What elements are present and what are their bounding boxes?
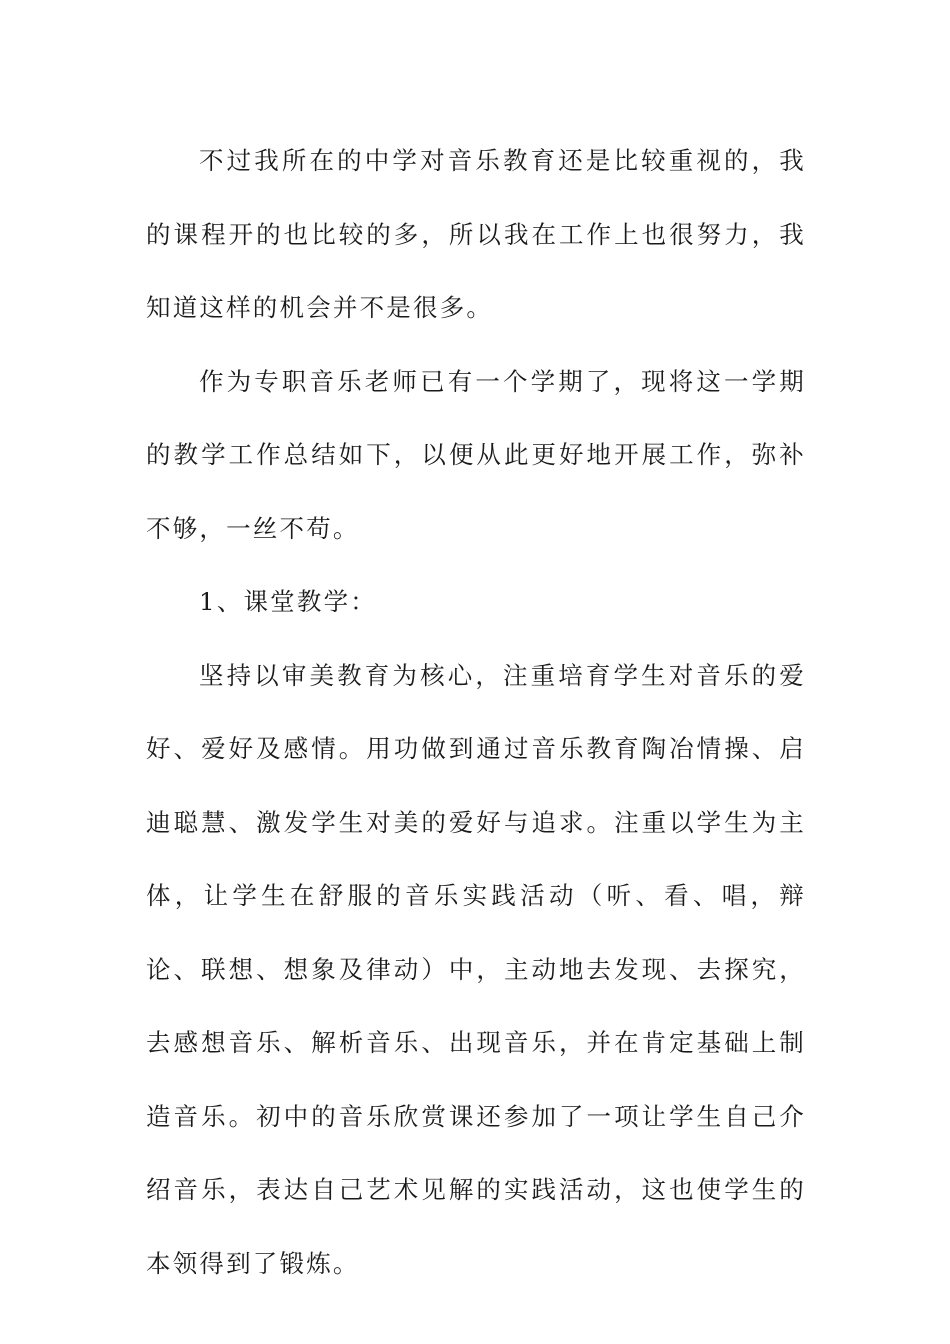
paragraph-summary: 作为专职音乐老师已有一个学期了，现将这一学期的教学工作总结如下，以便从此更好地开展工作，弥补不够，一丝不苟。 [146, 366, 806, 543]
document-body [146, 124, 806, 1300]
section-heading-classroom-teaching: 1、课堂教学： [199, 587, 377, 616]
paragraph-intro: 不过我所在的中学对音乐教育还是比较重视的，我的课程开的也比较的多，所以我在工作上也很努力，我知道这样的机会并不是很多。 [146, 146, 806, 322]
paragraph-classroom-teaching: 坚持以审美教育为核心，注重培育学生对音乐的爱好、爱好及感情。用功做到通过音乐教育陶冶情操、启迪聪慧、激发学生对美的爱好与追求。注重以学生为主体，让学生在舒服的音乐实践活动（听、看、唱，辩论、联想、想象及律动）中，主动地去发现、去探究，去感想音乐、解析音乐、出现音乐，并在肯定基础上制造音乐。初中的音乐欣赏课还参加了一项让学生自己介绍音乐，表达自己艺术见解的实践活动，这也使学生的本领得到了锻炼。 [146, 660, 806, 1278]
